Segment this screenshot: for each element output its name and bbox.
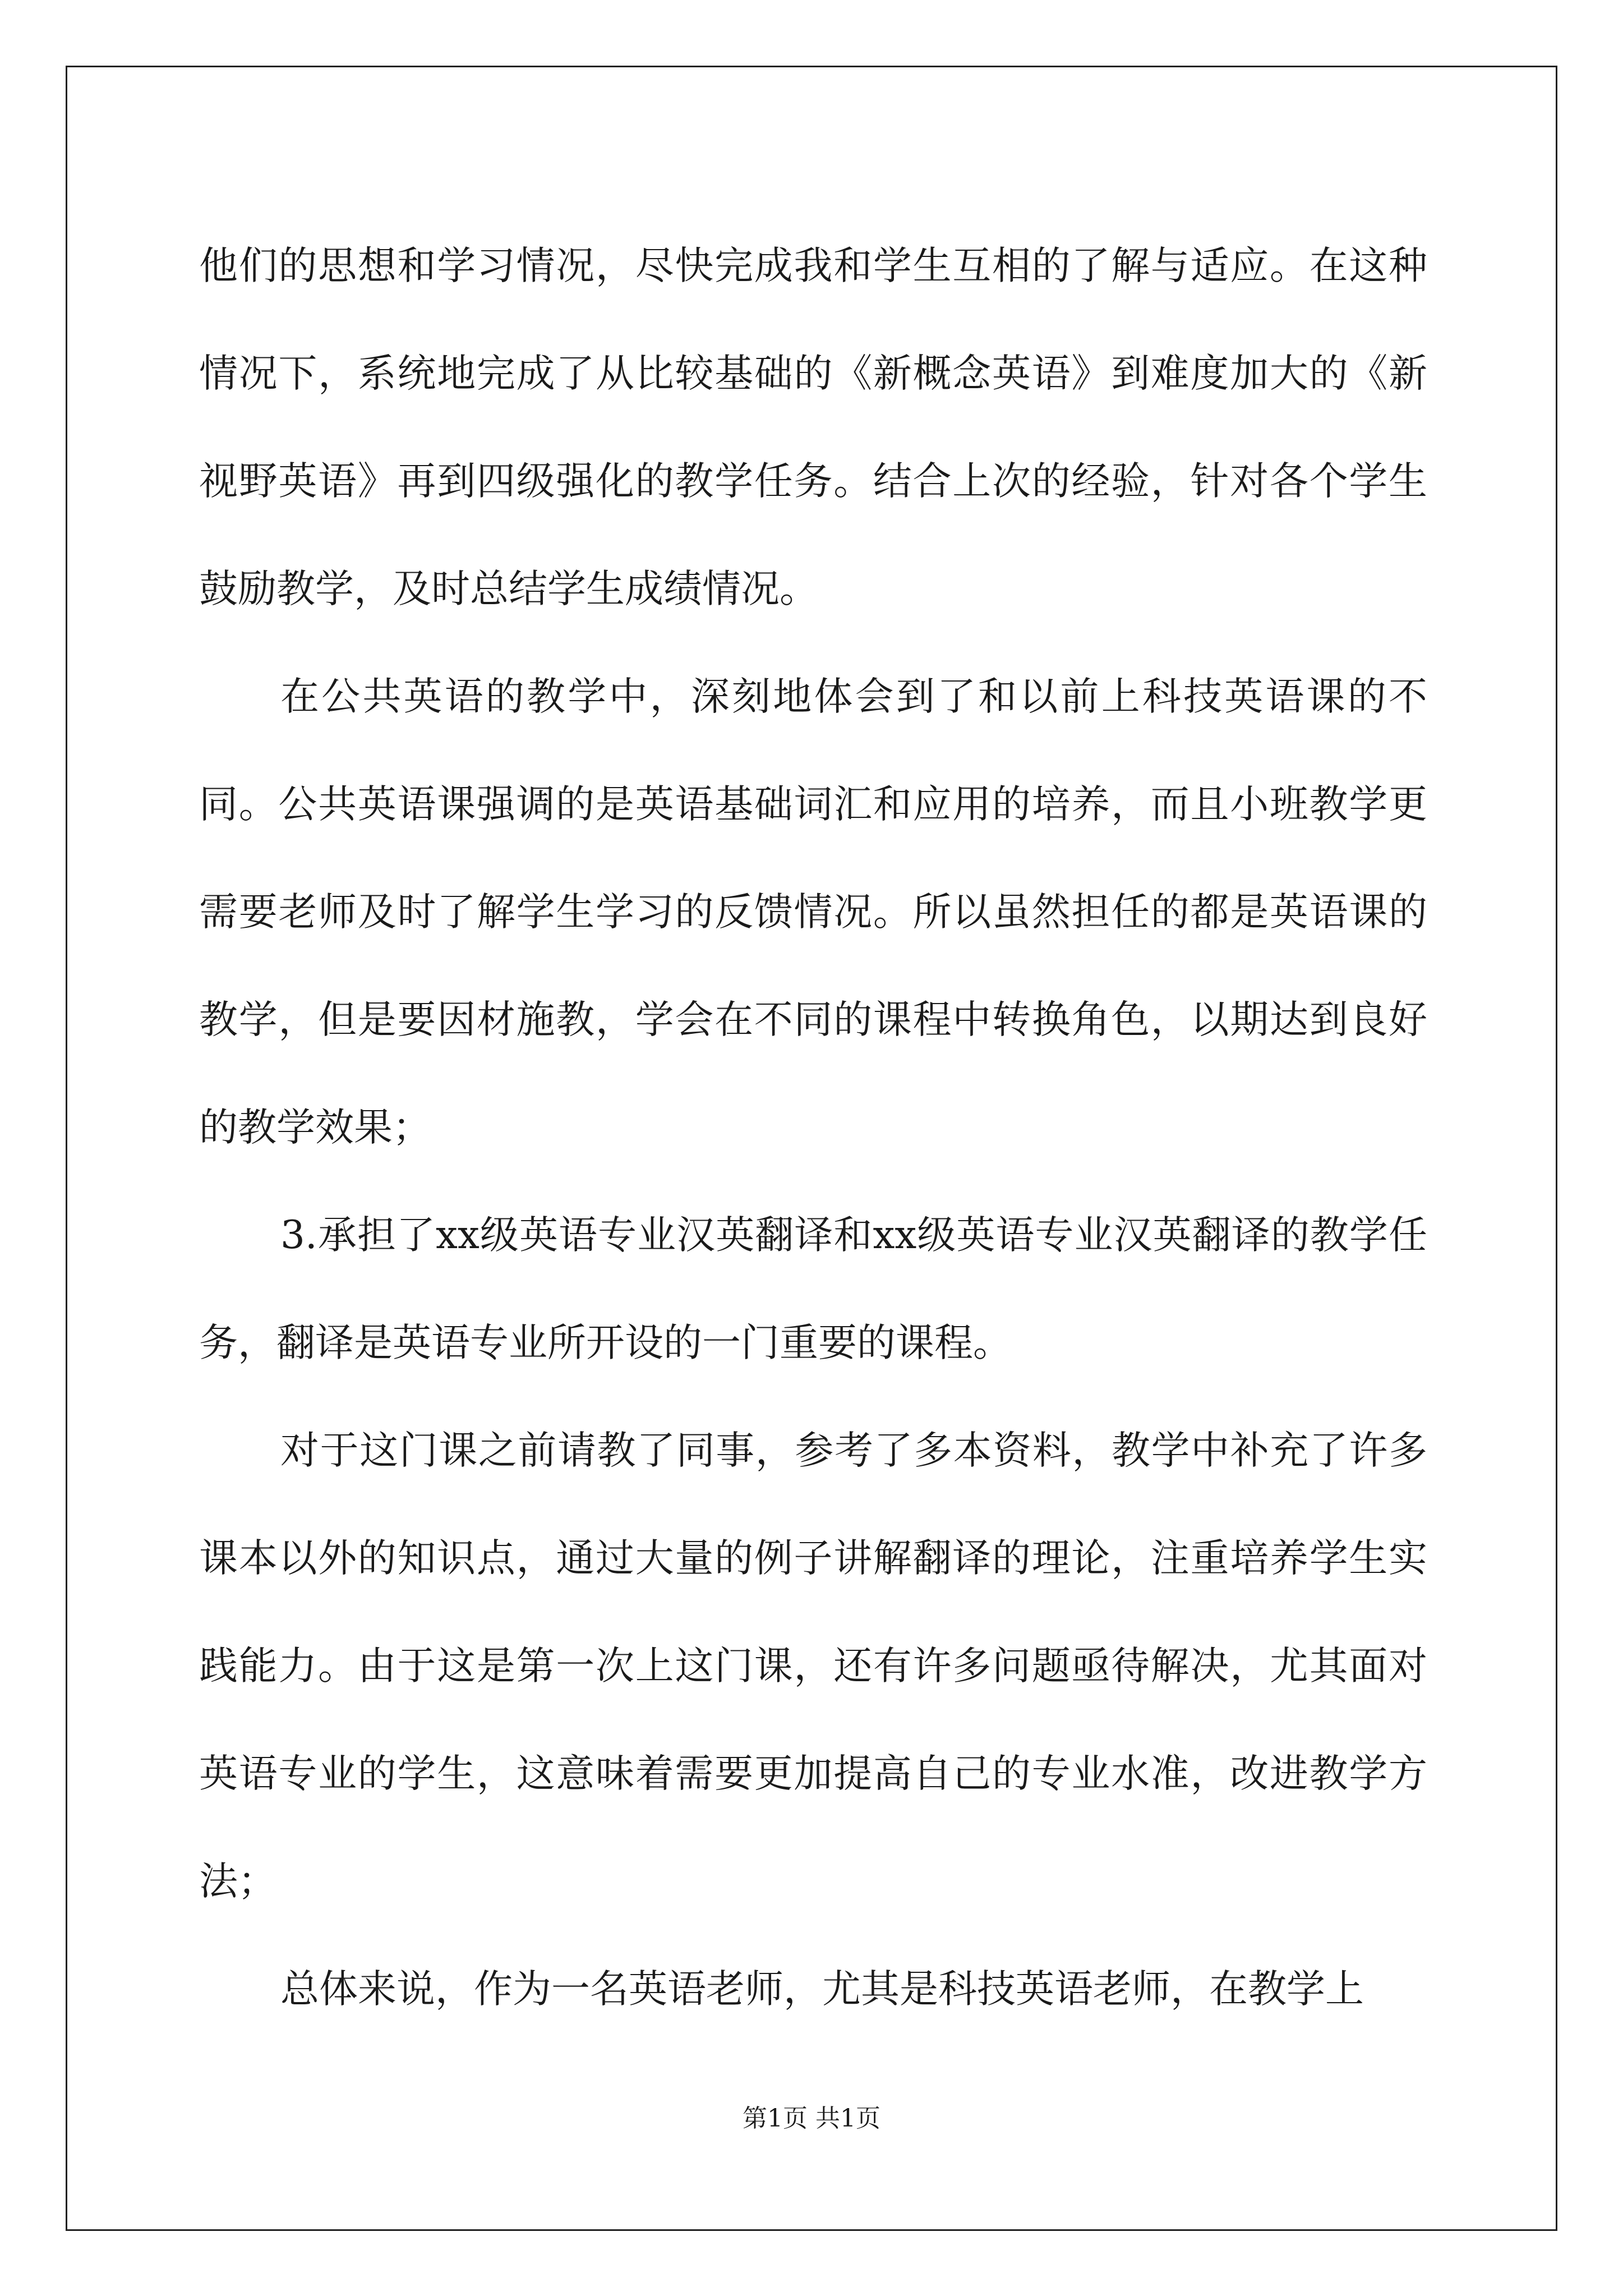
paragraph: 他们的思想和学习情况，尽快完成我和学生互相的了解与适应。在这种情况下，系统地完成了从比较基础的《新概念英语》到难度加大的《新视野英语》再到四级强化的教学任务。结合上次的经验，针对各个学生鼓励教学，及时总结学生成绩情况。: [199, 243, 1427, 611]
paragraph: 3.承担了xx级英语专业汉英翻译和xx级英语专业汉英翻译的教学任务，翻译是英语专业所开设的一门重要的课程。: [199, 1213, 1427, 1365]
paragraph: 总体来说，作为一名英语老师，尤其是科技英语老师，在教学上: [280, 1967, 1364, 2012]
page-footer: 第1页 共1页: [743, 2104, 880, 2133]
document-body: [199, 212, 1427, 2043]
paragraph: 在公共英语的教学中，深刻地体会到了和以前上科技英语课的不同。公共英语课强调的是英语基础词汇和应用的培养，而且小班教学更需要老师及时了解学生学习的反馈情况。所以虽然担任的都是英语课的教学，但是要因材施教，学会在不同的课程中转换角色，以期达到良好的教学效果；: [199, 674, 1427, 1150]
paragraph: 对于这门课之前请教了同事，参考了多本资料，教学中补充了许多课本以外的知识点，通过大量的例子讲解翻译的理论，注重培养学生实践能力。由于这是第一次上这门课，还有许多问题亟待解决，尤其面对英语专业的学生，这意味着需要更加提高自己的专业水准，改进教学方法；: [199, 1428, 1427, 1904]
